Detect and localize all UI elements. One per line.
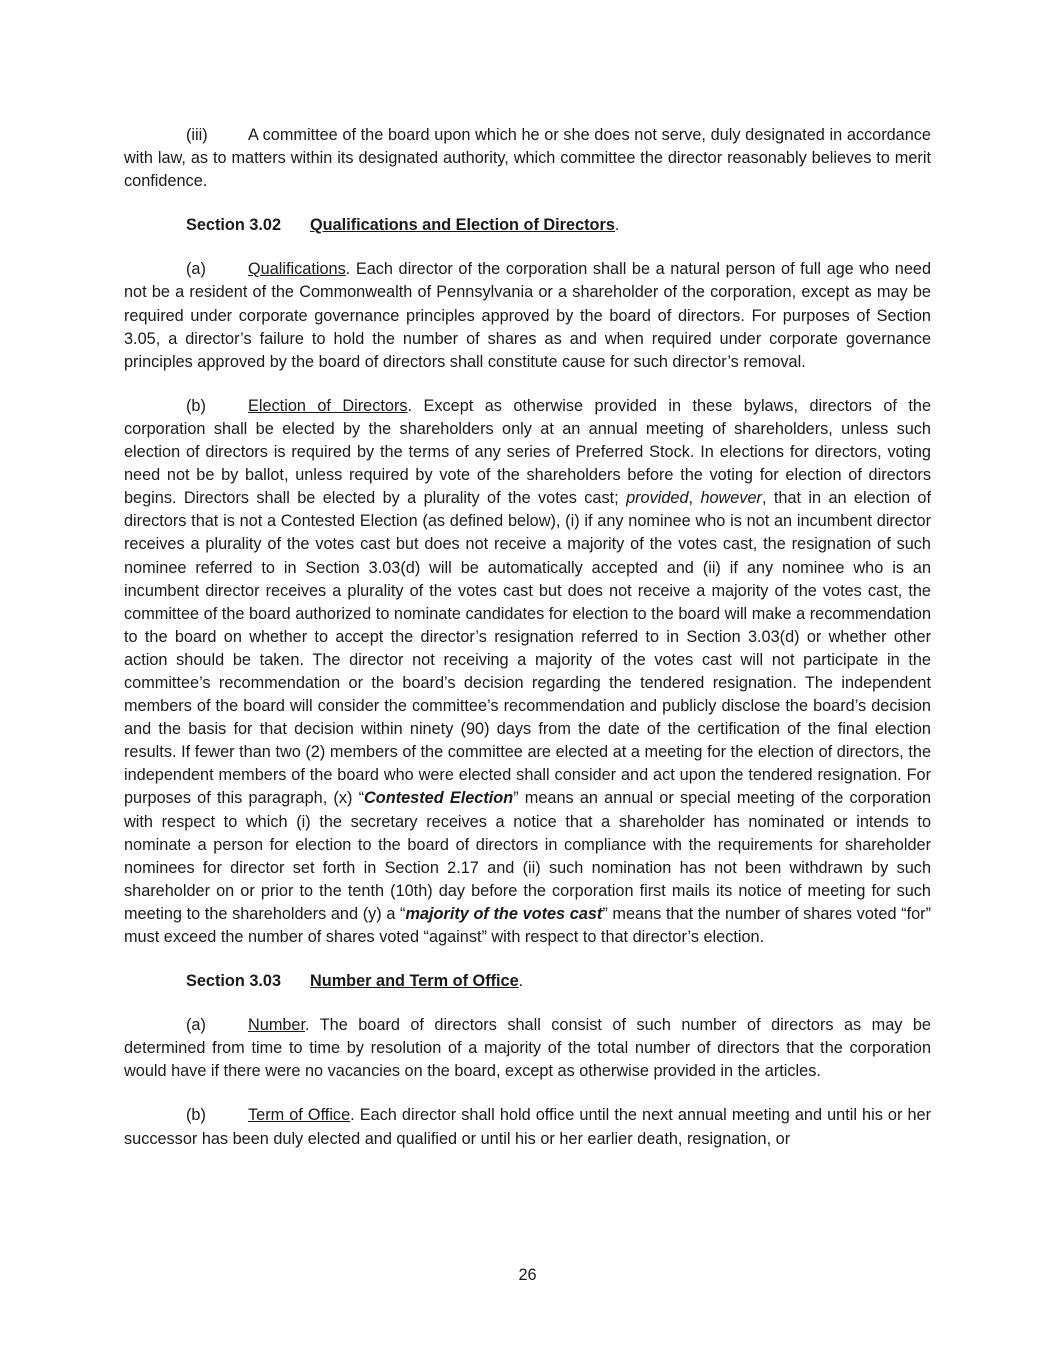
section-period: . bbox=[518, 972, 524, 991]
comma: , bbox=[688, 489, 701, 508]
paragraph-heading: Term of Office bbox=[248, 1106, 351, 1125]
paragraph-text: ” means an annual or special meeting of the corporation with respect to which (i) the secretary receives a notice that a shareholder has nominated or intends to nominate a person for election to the board of directors in compliance with the requirements for shareholder nominees for director set forth in Section 2.17 and (ii) such nomination has not been withdrawn by such shareholder on or prior to the tenth (10th) day before the corporation first mails its notice of meeting for such meeting to the shareholders and (y) a “ bbox=[124, 789, 931, 923]
paragraph-text: . Except as otherwise provided in these bylaws, directors of the corporation shall be elected by the shareholders only at an annual meeting of shareholders, unless such election of directors is required by the terms of any series of Preferred Stock. In elections for directors, voting need not be by ballot, unless required by vote of the shareholders before the voting for election of directors begins. Directors shall be elected by a plurality of the votes cast; bbox=[124, 396, 932, 508]
section-period: . bbox=[614, 216, 620, 235]
paragraph-iii bbox=[124, 124, 931, 193]
paragraph-label: (b) bbox=[186, 396, 206, 415]
paragraph-text: . The board of directors shall consist of such number of directors as may be determined from time to time by resolution of a majority of the total number of directors that the corporation would have if there were no vacancies on the board, except as otherwise provided in the articles. bbox=[124, 1016, 931, 1081]
paragraph-3-02-a bbox=[124, 258, 931, 373]
section-number: Section 3.02 bbox=[186, 216, 282, 235]
paragraph-heading: Qualifications bbox=[248, 260, 346, 279]
defined-term-majority-of-votes-cast: majority of the votes cast bbox=[405, 904, 603, 923]
section-3-02-heading bbox=[124, 214, 931, 237]
paragraph-text: A committee of the board upon which he or she does not serve, duly designated in accordance with law, as to matters within its designated authority, which committee the director reasonably believes to merit confidence. bbox=[124, 126, 931, 191]
paragraph-text: . Each director shall hold office until the next annual meeting and until his or her successor has been duly elected and qualified or until his or her earlier death, resignation, or bbox=[124, 1106, 931, 1148]
paragraph-text: , that in an election of directors that is not a Contested Election (as defined below), (i) if any nominee who is not an incumbent director receives a plurality of the votes cast but does not receive a majority of the votes cast, the resignation of such nominee referred to in Section 3.03(d) will be automatically accepted and (ii) if any nominee who is an incumbent director receives a plurality of the votes cast but does not receive a majority of the votes cast, the committee of the board authorized to nominate candidates for election to the board will make a recommendation to the board on whether to accept the director’s resignation referred to in Section 3.03(d) or whether other action should be taken. The director not receiving a majority of the votes cast will not participate in the committee’s recommendation or the board’s decision regarding the tendered resignation. The independent members of the board will consider the committee’s recommendation and publicly disclose the board’s decision and the basis for that decision within ninety (90) days from the date of the certification of the final election results. If fewer than two (2) members of the committee are elected at a meeting for the election of directors, the independent members of the board who were elected shall consider and act upon the tendered resignation. For purposes of this paragraph, (x) “ bbox=[124, 489, 932, 808]
paragraph-3-02-b bbox=[124, 395, 931, 949]
paragraph-label: (iii) bbox=[186, 126, 208, 144]
section-title: Qualifications and Election of Directors bbox=[310, 216, 615, 235]
paragraph-label: (a) bbox=[186, 260, 206, 279]
paragraph-label: (b) bbox=[186, 1106, 206, 1125]
paragraph-text: ” means that the number of shares voted “for” must exceed the number of shares voted “against” with respect to that director’s election. bbox=[124, 904, 932, 946]
page-number: 26 bbox=[518, 1266, 537, 1284]
paragraph-heading: Number bbox=[248, 1016, 306, 1035]
section-title: Number and Term of Office bbox=[310, 972, 519, 991]
section-number: Section 3.03 bbox=[186, 972, 282, 991]
paragraph-3-03-a bbox=[124, 1014, 931, 1083]
section-3-03-heading bbox=[124, 970, 931, 993]
paragraph-heading: Election of Directors bbox=[248, 396, 408, 415]
paragraph-label: (a) bbox=[186, 1016, 206, 1035]
paragraph-text: . Each director of the corporation shall be a natural person of full age who need not be a resident of the Commonwealth of Pennsylvania or a shareholder of the corporation, except as may be required under corporate governance principles approved by the board of directors. For purposes of Section 3.05, a director’s failure to hold the number of shares as and when required under corporate governance principles approved by the board of directors shall constitute cause for such director’s removal. bbox=[124, 260, 931, 371]
italic-however: however bbox=[700, 489, 762, 508]
defined-term-contested-election: Contested Election bbox=[364, 789, 514, 808]
paragraph-3-03-b bbox=[124, 1104, 931, 1150]
italic-provided: provided bbox=[626, 489, 689, 508]
document-page bbox=[124, 124, 931, 1151]
